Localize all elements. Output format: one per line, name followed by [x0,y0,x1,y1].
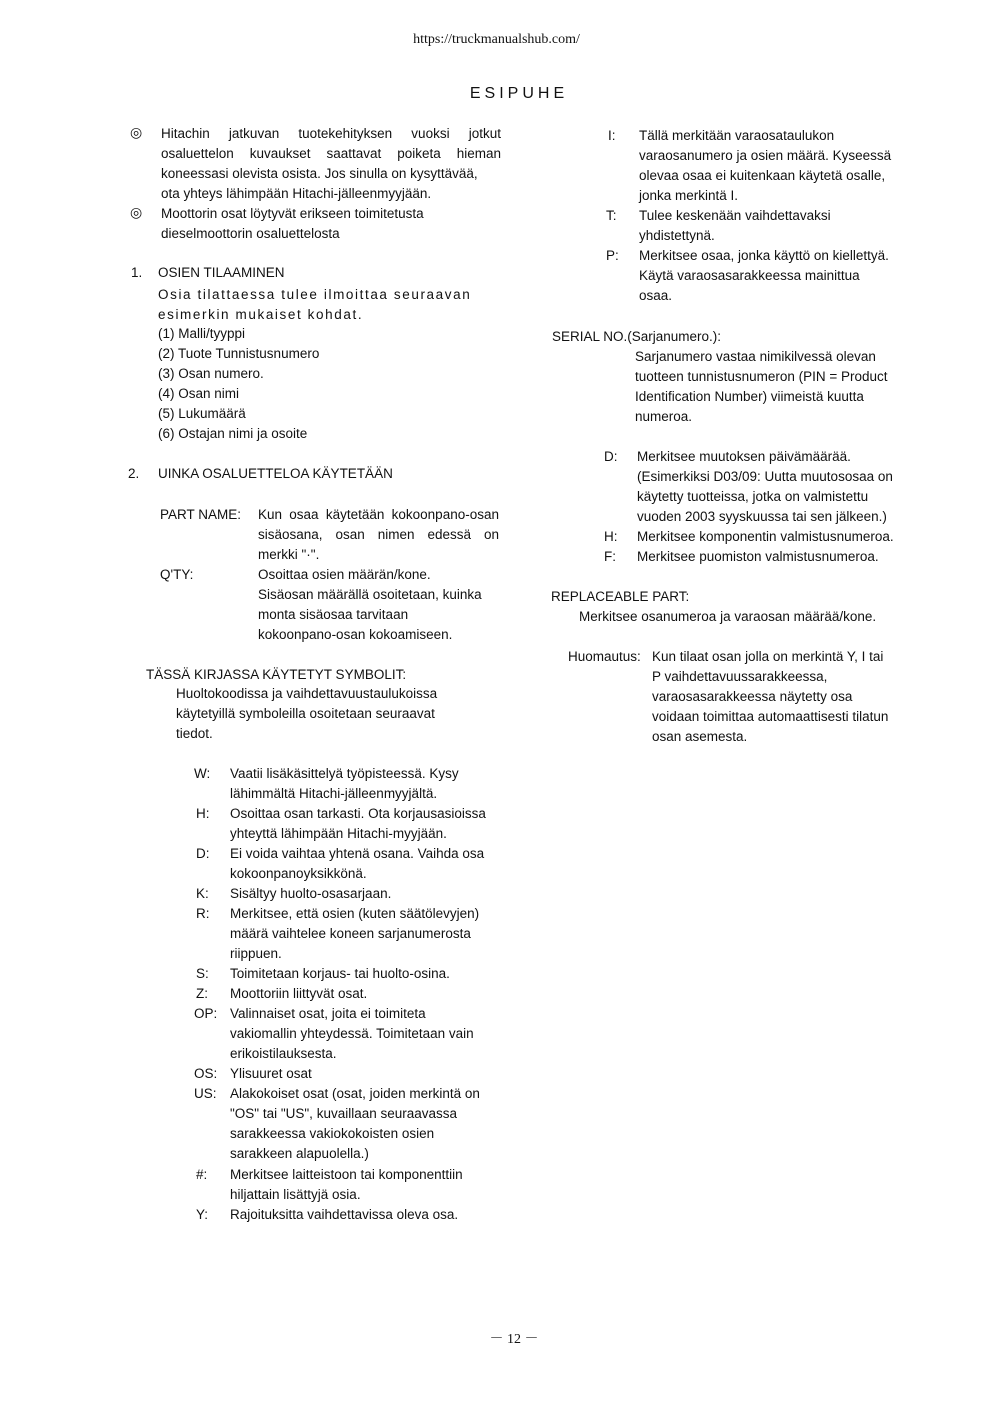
symbol-desc: sarakkeessa vakiokokoisten osien [230,1126,435,1141]
symbol-desc: Merkitsee puomiston valmistusnumeroa. [637,549,879,564]
intro-line: osaluettelon kuvaukset saattavat poiketa hieman [161,146,501,161]
section-number: 2. [128,466,140,481]
symbol-code: OP: [194,1006,218,1021]
symbol-code: H: [604,529,618,544]
symbol-code: F: [604,549,616,564]
symbol-desc: yhteyttä lähimpään Hitachi-myyjään. [230,826,447,841]
symbol-desc: Ylisuuret osat [230,1066,312,1081]
section-heading: UINKA OSALUETTELOA KÄYTETÄÄN [158,466,393,481]
symbol-code: W: [194,766,211,781]
symbol-code: T: [606,208,617,223]
symbol-desc: varaosanumero ja osien määrä. Kyseessä [639,148,892,163]
list-item: (6) Ostajan nimi ja osoite [158,426,308,441]
replaceable-line: Merkitsee osanumeroa ja varaosan määrää/kone. [579,609,877,624]
intro-line: Hitachin jatkuvan tuotekehityksen vuoksi jotkut [161,126,501,141]
page-number: － 12 － [489,1332,539,1347]
symbols-intro-line: käytetyillä symboleilla osoitetaan seuraavat [176,706,435,721]
symbol-desc: vuoden 2003 syyskuussa tai sen jälkeen.) [637,509,887,524]
note-line: voidaan toimittaa automaattisesti tilatun [652,709,889,724]
symbol-desc: lähimmältä Hitachi-jälleenmyyjältä. [230,786,438,801]
symbol-desc: sarakkeen alapuolella.) [230,1146,369,1161]
part-name-line: sisäosana, osan nimen edessä on [258,527,499,542]
symbol-desc: Sisältyy huolto-osasarjaan. [230,886,392,901]
symbol-code: US: [194,1086,217,1101]
symbol-desc: käytetty tuotteissa, jotka on valmistettu [637,489,869,504]
symbol-desc: Rajoituksitta vaihdettavissa oleva osa. [230,1207,459,1222]
list-item: (2) Tuote Tunnistusnumero [158,346,320,361]
symbol-code: P: [606,248,619,263]
symbol-code: Y: [196,1207,209,1222]
qty-line: Osoittaa osien määrän/kone. [258,567,431,582]
note-line: osan asemesta. [652,729,748,744]
double-circle-icon: ◎ [130,204,143,220]
replaceable-heading: REPLACEABLE PART: [551,589,690,604]
note-line: varaosasarakkeessa näytetty osa [652,689,853,704]
qty-line: kokoonpano-osan kokoamiseen. [258,627,453,642]
source-url: https://truckmanualshub.com/ [413,32,580,47]
qty-label: Q'TY: [160,567,194,582]
symbol-code: Z: [196,986,208,1001]
symbol-code: H: [196,806,210,821]
symbol-desc: Merkitsee osaa, jonka käyttö on kiellettyä. [639,248,889,263]
symbol-code: K: [196,886,209,901]
symbol-desc: Merkitsee laitteistoon tai komponenttiin [230,1167,463,1182]
section-intro-line: Osia tilattaessa tulee ilmoittaa seuraavan [158,287,472,302]
list-item: (1) Malli/tyyppi [158,326,246,341]
intro-line: koneessasi olevista osista. Jos sinulla on kysyttävää, [161,166,478,181]
note-line: Kun tilaat osan jolla on merkintä Y, I tai [652,649,884,664]
symbol-desc: Valinnaiset osat, joita ei toimiteta [230,1006,426,1021]
symbol-desc: kokoonpanoyksikkönä. [230,866,367,881]
symbols-heading: TÄSSÄ KIRJASSA KÄYTETYT SYMBOLIT: [146,667,407,682]
double-circle-icon: ◎ [130,124,143,140]
section-number: 1. [131,265,143,280]
symbol-desc: "OS" tai "US", kuvaillaan seuraavassa [230,1106,458,1121]
symbol-desc: Merkitsee muutoksen päivämäärää. [637,449,851,464]
serial-line: Sarjanumero vastaa nimikilvessä olevan [635,349,876,364]
symbol-code: #: [196,1167,208,1182]
part-name-line: merkki "·". [258,547,320,562]
intro-line: dieselmoottorin osaluettelosta [161,226,340,241]
symbol-code: D: [196,846,210,861]
symbol-desc: (Esimerkiksi D03/09: Uutta muutososaa on [637,469,893,484]
symbol-desc: Alakokoiset osat (osat, joiden merkintä on [230,1086,480,1101]
list-item: (4) Osan nimi [158,386,240,401]
symbol-desc: Osoittaa osan tarkasti. Ota korjausasioissa [230,806,486,821]
note-line: P vaihdettavuussarakkeessa, [652,669,828,684]
symbol-desc: hiljattain lisättyjä osia. [230,1187,361,1202]
symbol-desc: Merkitsee komponentin valmistusnumeroa. [637,529,894,544]
note-label: Huomautus: [568,649,641,664]
symbol-desc: Moottoriin liittyvät osat. [230,986,368,1001]
serial-heading: SERIAL NO.(Sarjanumero.): [552,329,722,344]
symbols-intro-line: tiedot. [176,726,213,741]
symbol-code: R: [196,906,210,921]
symbol-desc: Merkitsee, että osien (kuten säätölevyjen) [230,906,480,921]
symbol-desc: Tällä merkitään varaosataulukon [639,128,835,143]
symbol-desc: Ei voida vaihtaa yhtenä osana. Vaihda osa [230,846,485,861]
list-item: (3) Osan numero. [158,366,264,381]
symbol-desc: jonka merkintä I. [639,188,739,203]
intro-line: ota yhteys lähimpään Hitachi-jälleenmyyjään. [161,186,432,201]
serial-line: numeroa. [635,409,693,424]
symbol-code: OS: [194,1066,218,1081]
page-title: ESIPUHE [469,85,569,102]
qty-line: Sisäosan määrällä osoitetaan, kuinka [258,587,482,602]
section-heading: OSIEN TILAAMINEN [158,265,285,280]
symbol-desc: olevaa osaa ei kuitenkaan käytetä osalle, [639,168,886,183]
symbol-desc: osaa. [639,288,673,303]
section-intro-line: esimerkin mukaiset kohdat. [158,307,364,322]
list-item: (5) Lukumäärä [158,406,246,421]
symbol-desc: yhdistettynä. [639,228,715,243]
symbol-code: S: [196,966,209,981]
symbol-desc: Toimitetaan korjaus- tai huolto-osina. [230,966,450,981]
qty-line: monta sisäosaa tarvitaan [258,607,409,622]
symbol-desc: määrä vaihtelee koneen sarjanumerosta [230,926,471,941]
symbols-intro-line: Huoltokoodissa ja vaihdettavuustaulukoissa [176,686,438,701]
symbol-desc: erikoistilauksesta. [230,1046,337,1061]
symbol-desc: Käytä varaosasarakkeessa mainittua [639,268,860,283]
symbol-desc: vakiomallin yhteydessä. Toimitetaan vain [230,1026,474,1041]
symbol-desc: Tulee keskenään vaihdettavaksi [639,208,831,223]
serial-line: Identification Number) viimeistä kuutta [635,389,864,404]
symbol-code: I: [608,128,616,143]
part-name-line: Kun osaa käytetään kokoonpano-osan [258,507,499,522]
symbol-desc: Vaatii lisäkäsittelyä työpisteessä. Kysy [230,766,459,781]
part-name-label: PART NAME: [160,507,242,522]
serial-line: tuotteen tunnistusnumeron (PIN = Product [635,369,888,384]
symbol-desc: riippuen. [230,946,282,961]
symbol-code: D: [604,449,618,464]
intro-line: Moottorin osat löytyvät erikseen toimitetusta [161,206,424,221]
